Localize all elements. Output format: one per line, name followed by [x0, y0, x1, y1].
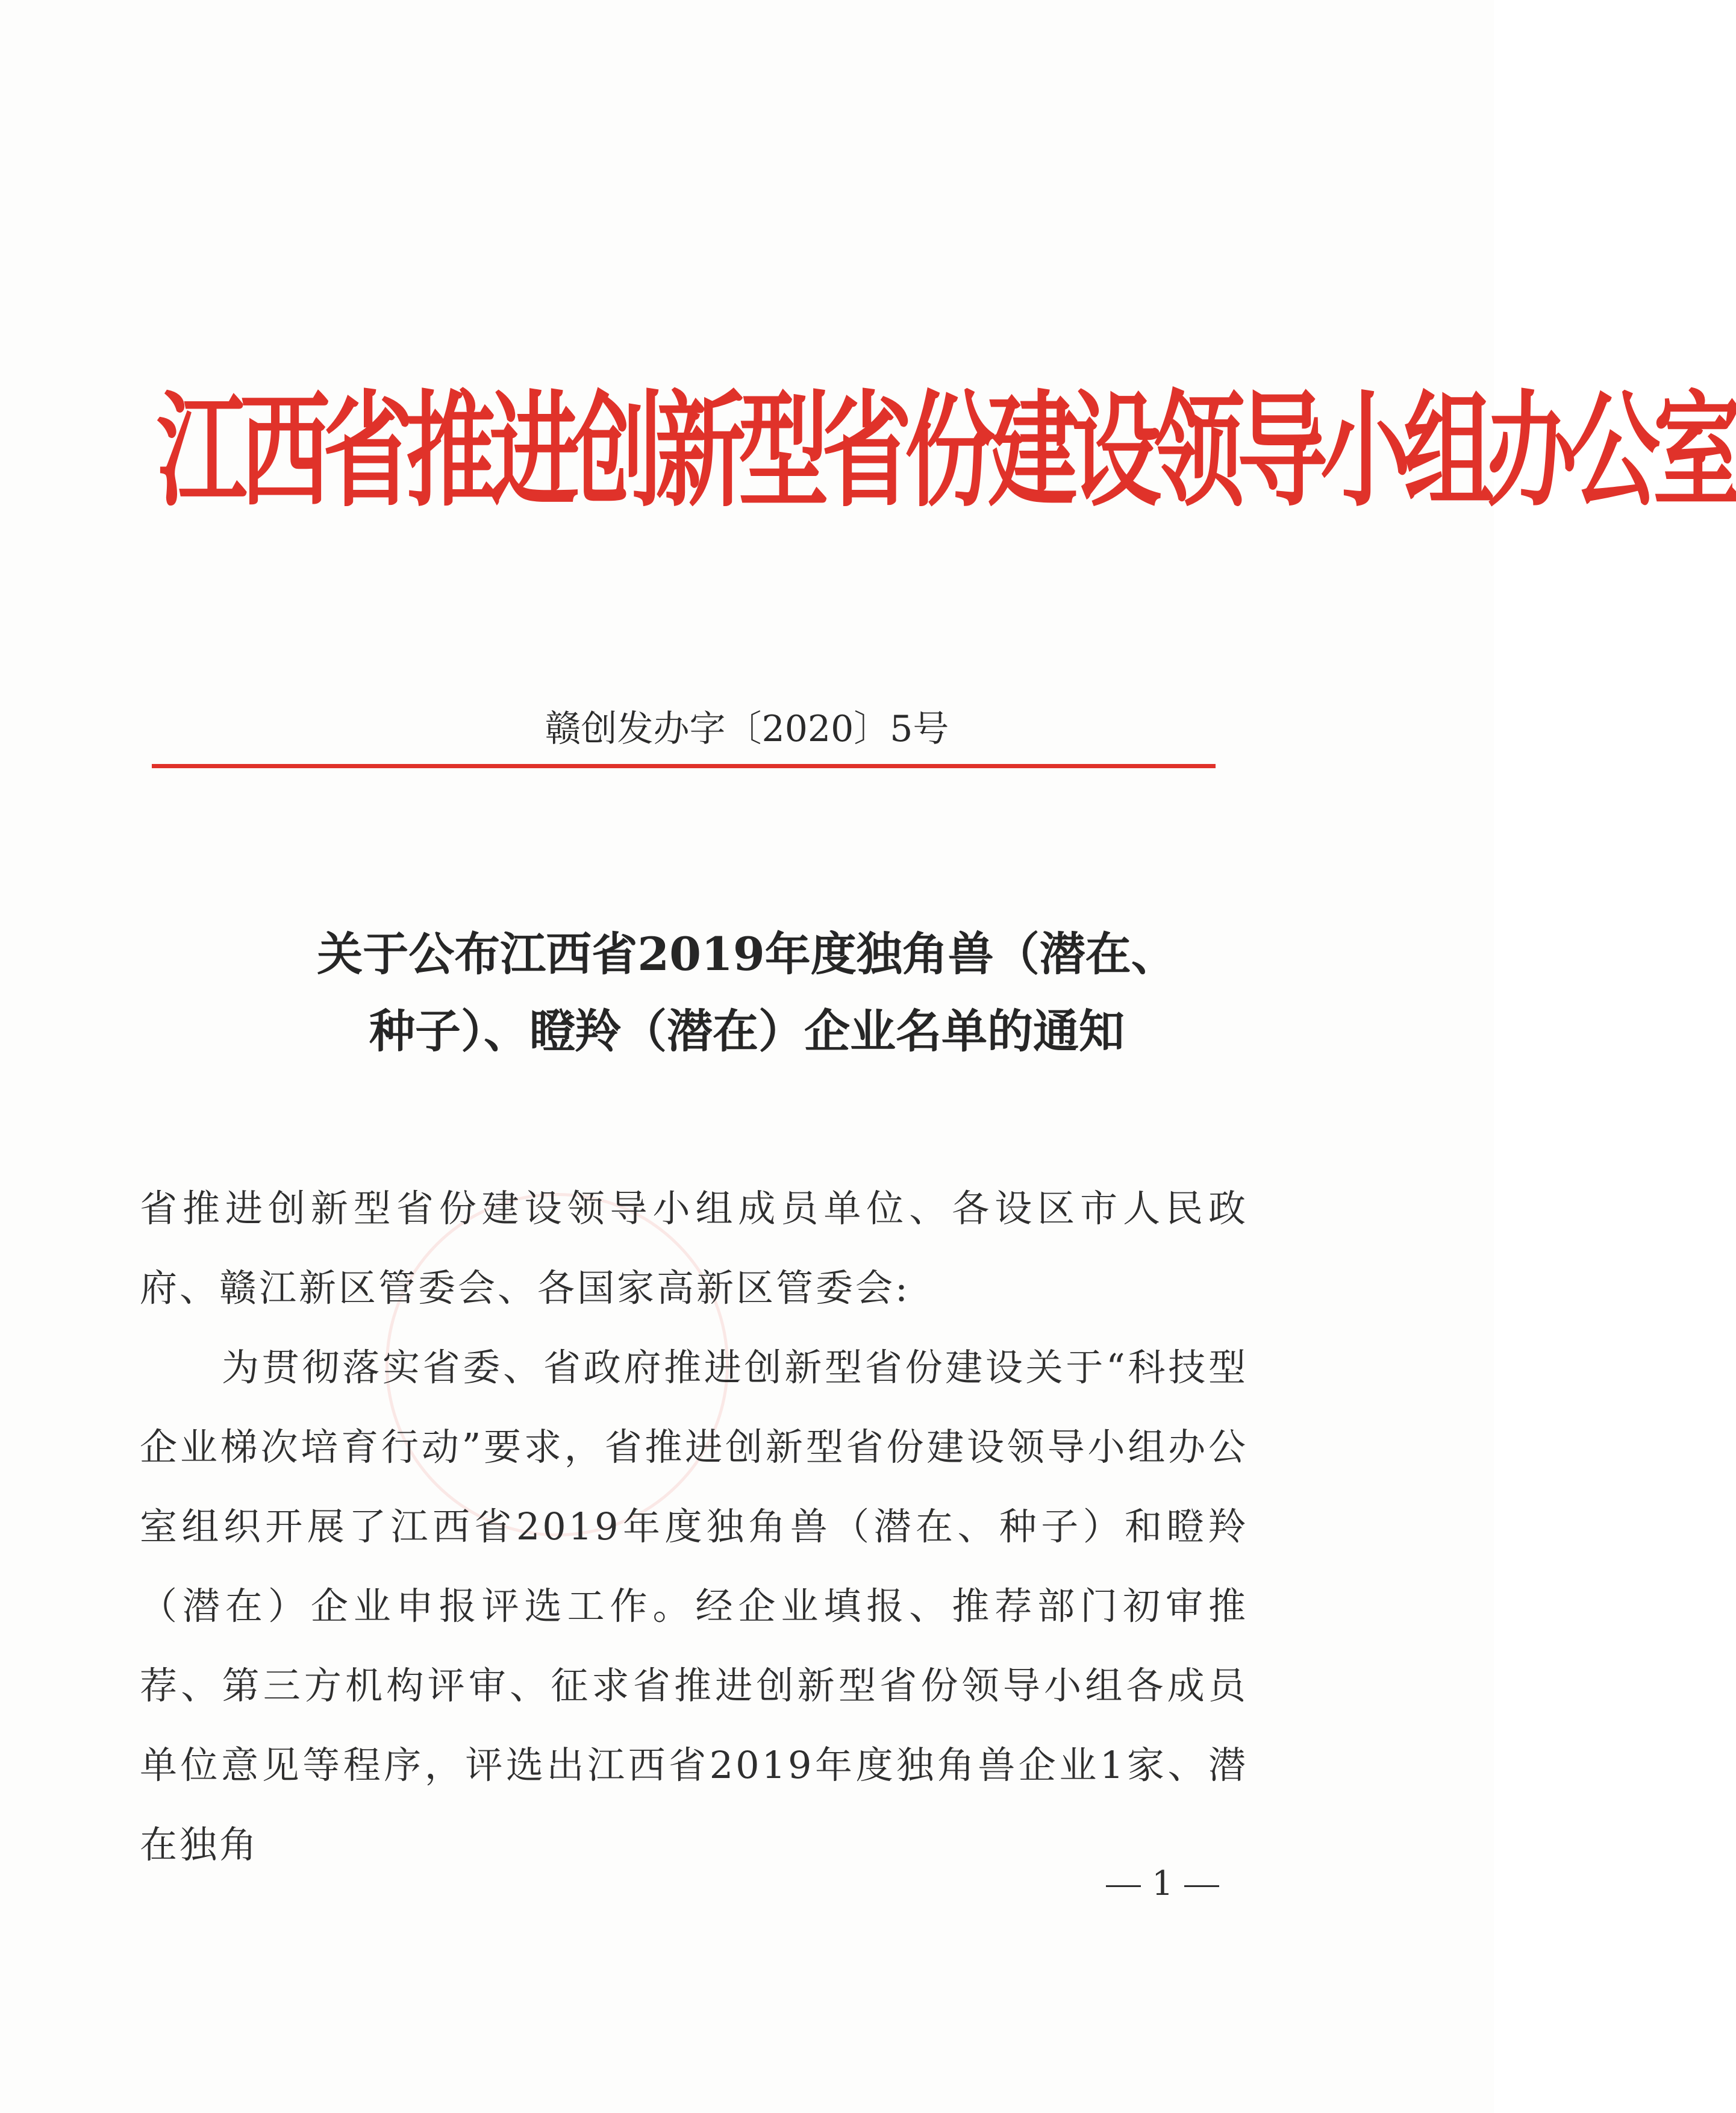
- notice-title-line-1: 关于公布江西省2019年度独角兽（潜在、: [317, 927, 1177, 981]
- page-number-left-dash: [1106, 1885, 1141, 1887]
- document-number: 赣创发办字〔2020〕5号: [545, 708, 949, 750]
- red-divider-rule: [152, 764, 1216, 768]
- page-number-value: 1: [1152, 1864, 1173, 1903]
- salutation-recipients: 省推进创新型省份建设领导小组成员单位、各设区市人民政府、赣江新区管委会、各国家高新区管委会:: [140, 1186, 1248, 1310]
- notice-title-line-2: 种子）、瞪羚（潜在）企业名单的通知: [369, 1004, 1125, 1058]
- agency-name-header: 江西省推进创新型省份建设领导小组办公室: [157, 379, 1736, 525]
- page-number: [1096, 1863, 1229, 1905]
- page-number-right-dash: [1184, 1885, 1219, 1887]
- notice-title: [0, 916, 1494, 1070]
- body-paragraph: 为贯彻落实省委、省政府推进创新型省份建设关于“科技型企业梯次培育行动”要求，省推进创新型省份建设领导小组办公室组织开展了江西省2019年度独角兽（潜在、种子）和瞪羚（潜在）企业申报评选工作。经企业填报、推荐部门初审推荐、第三方机构评审、征求省推进创新型省份领导小组各成员单位意见等程序，评选出江西省2019年度独角兽企业1家、潜在独角: [140, 1345, 1248, 1867]
